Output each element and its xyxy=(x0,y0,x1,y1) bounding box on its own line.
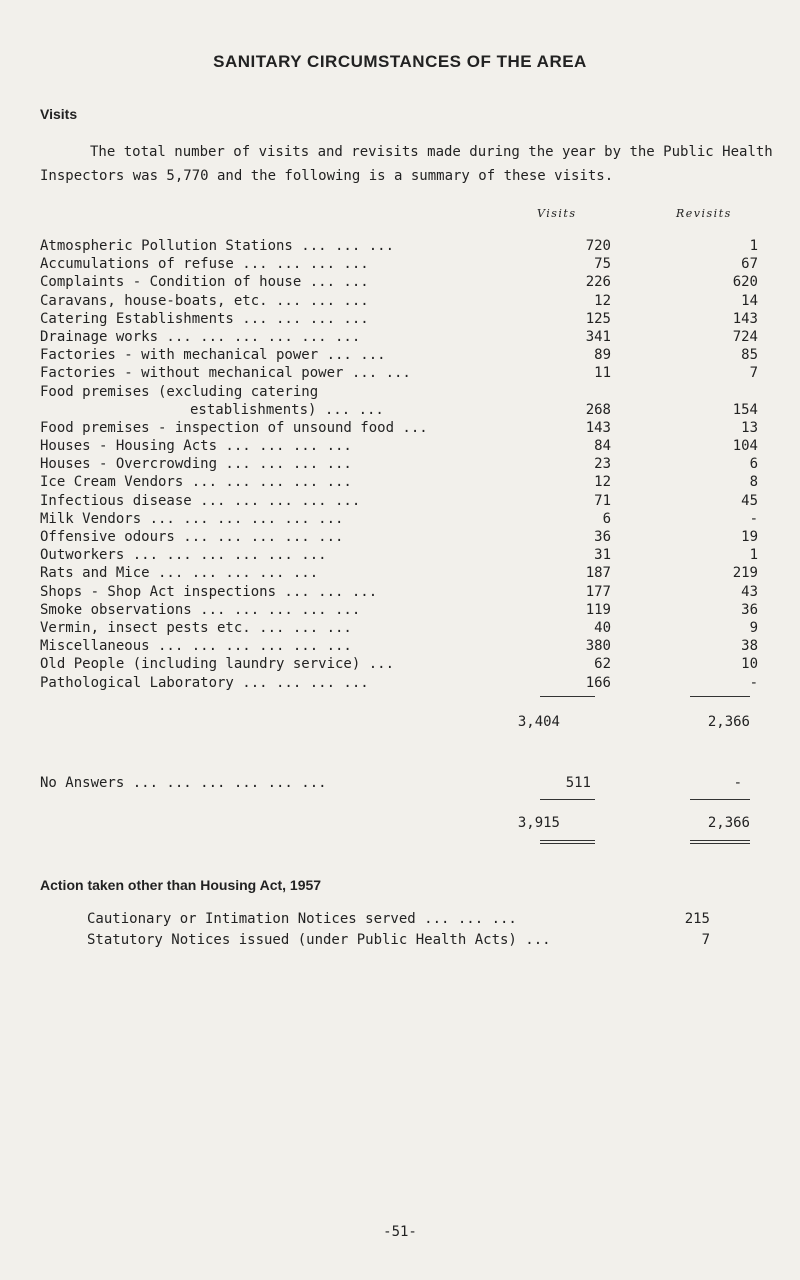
no-answers-revisits: - xyxy=(733,775,742,791)
row-label: Rats and Mice ... ... ... ... ... xyxy=(40,565,319,582)
visits-heading: Visits xyxy=(40,106,78,122)
row-visits: 119 xyxy=(585,601,611,618)
row-visits: 125 xyxy=(585,310,611,327)
row-revisits: 154 xyxy=(732,401,758,418)
table-row xyxy=(40,492,780,510)
row-visits: 6 xyxy=(602,510,611,527)
table-row xyxy=(40,419,780,437)
row-visits: 341 xyxy=(585,328,611,345)
row-revisits: 13 xyxy=(741,419,758,436)
row-visits: 89 xyxy=(594,347,611,364)
row-visits: 380 xyxy=(585,638,611,655)
row-revisits: 9 xyxy=(749,619,758,636)
row-visits: 40 xyxy=(594,619,611,636)
row-label: Infectious disease ... ... ... ... ... xyxy=(40,492,361,509)
row-label: Complaints - Condition of house ... ... xyxy=(40,274,369,291)
row-label: Food premises - inspection of unsound food ... xyxy=(40,419,428,436)
row-revisits: 8 xyxy=(749,474,758,491)
row-revisits: 7 xyxy=(749,365,758,382)
row-revisits: 1 xyxy=(749,238,758,254)
row-visits: 75 xyxy=(594,256,611,273)
row-label: Ice Cream Vendors ... ... ... ... ... xyxy=(40,474,352,491)
visits-column-header: Visits xyxy=(537,207,577,220)
total-double-rule-visits-2 xyxy=(540,843,595,844)
row-visits: 12 xyxy=(594,292,611,309)
table-row xyxy=(40,674,780,692)
row-revisits: 1 xyxy=(749,547,758,564)
row-label: Factories - without mechanical power ... ... xyxy=(40,365,411,382)
action-value: 7 xyxy=(701,932,710,948)
table-row xyxy=(40,401,780,419)
subtotal-visits: 3,404 xyxy=(517,714,560,730)
table-row xyxy=(40,637,780,655)
total-double-rule-revisits-2 xyxy=(690,843,750,844)
row-label: Caravans, house-boats, etc. ... ... ... xyxy=(40,292,369,309)
table-row xyxy=(40,601,780,619)
row-visits: 166 xyxy=(585,674,611,691)
table-row xyxy=(40,346,780,364)
row-visits: 23 xyxy=(594,456,611,473)
total-double-rule-visits-1 xyxy=(540,840,595,841)
total-rule-revisits xyxy=(690,799,750,800)
row-visits: 12 xyxy=(594,474,611,491)
row-label: Old People (including laundry service) ... xyxy=(40,656,395,673)
row-visits: 268 xyxy=(585,401,611,418)
row-label: Vermin, insect pests etc. ... ... ... xyxy=(40,619,352,636)
action-label: Cautionary or Intimation Notices served ... ... ... xyxy=(87,911,517,927)
row-label: Houses - Housing Acts ... ... ... ... xyxy=(40,438,352,455)
row-revisits: - xyxy=(749,674,758,691)
row-label: Catering Establishments ... ... ... ... xyxy=(40,310,369,327)
row-revisits: 219 xyxy=(732,565,758,582)
row-revisits: 43 xyxy=(741,583,758,600)
row-revisits: 85 xyxy=(741,347,758,364)
row-revisits: 104 xyxy=(732,438,758,455)
row-revisits: 10 xyxy=(741,656,758,673)
table-row xyxy=(40,546,780,564)
row-revisits: 6 xyxy=(749,456,758,473)
table-row xyxy=(40,255,780,273)
row-label: Miscellaneous ... ... ... ... ... ... xyxy=(40,638,352,655)
action-value: 215 xyxy=(684,911,710,927)
table-row xyxy=(40,473,780,491)
page-number: -51- xyxy=(383,1224,417,1240)
row-label: Drainage works ... ... ... ... ... ... xyxy=(40,328,361,345)
row-label: Outworkers ... ... ... ... ... ... xyxy=(40,547,327,564)
visits-table xyxy=(40,237,780,692)
total-revisits: 2,366 xyxy=(707,815,750,831)
table-row xyxy=(40,328,780,346)
table-row xyxy=(40,510,780,528)
row-revisits: 620 xyxy=(732,274,758,291)
table-row xyxy=(40,437,780,455)
row-label: Pathological Laboratory ... ... ... ... xyxy=(40,674,369,691)
row-visits: 31 xyxy=(594,547,611,564)
subtotal-revisits: 2,366 xyxy=(707,714,750,730)
row-revisits: 19 xyxy=(741,529,758,545)
table-row xyxy=(40,455,780,473)
subtotal-rule-visits xyxy=(540,696,595,697)
row-visits: 84 xyxy=(594,438,611,455)
total-rule-visits xyxy=(540,799,595,800)
row-label: Shops - Shop Act inspections ... ... ... xyxy=(40,583,378,600)
table-row xyxy=(40,528,780,546)
table-row xyxy=(40,655,780,673)
row-label: Factories - with mechanical power ... ... xyxy=(40,347,386,364)
total-double-rule-revisits-1 xyxy=(690,840,750,841)
row-visits: 11 xyxy=(594,365,611,382)
row-label: Atmospheric Pollution Stations ... ... ... xyxy=(40,238,395,254)
action-heading: Action taken other than Housing Act, 1957 xyxy=(40,877,322,893)
row-label: Offensive odours ... ... ... ... ... xyxy=(40,529,344,545)
row-revisits: 67 xyxy=(741,256,758,273)
row-visits: 226 xyxy=(585,274,611,291)
row-revisits: 45 xyxy=(741,492,758,509)
row-label: Smoke observations ... ... ... ... ... xyxy=(40,601,361,618)
action-label: Statutory Notices issued (under Public Health Acts) ... xyxy=(87,932,551,948)
row-revisits: 724 xyxy=(732,328,758,345)
row-label: Houses - Overcrowding ... ... ... ... xyxy=(40,456,352,473)
row-revisits: 36 xyxy=(741,601,758,618)
row-visits: 177 xyxy=(585,583,611,600)
revisits-column-header: Revisits xyxy=(676,207,732,220)
row-revisits: - xyxy=(749,510,758,527)
table-row xyxy=(40,237,780,255)
table-row xyxy=(40,310,780,328)
table-row xyxy=(40,583,780,601)
subtotal-rule-revisits xyxy=(690,696,750,697)
row-visits: 143 xyxy=(585,419,611,436)
table-row xyxy=(40,292,780,310)
row-visits: 720 xyxy=(585,238,611,254)
row-label: Food premises (excluding catering xyxy=(40,383,319,400)
table-row xyxy=(40,383,780,401)
table-row xyxy=(40,619,780,637)
row-visits: 62 xyxy=(594,656,611,673)
row-visits: 187 xyxy=(585,565,611,582)
row-visits: 36 xyxy=(594,529,611,545)
row-label: Accumulations of refuse ... ... ... ... xyxy=(40,256,369,273)
row-label: establishments) ... ... xyxy=(190,401,384,418)
row-revisits: 38 xyxy=(741,638,758,655)
page-title: SANITARY CIRCUMSTANCES OF THE AREA xyxy=(213,52,587,71)
table-row xyxy=(40,364,780,382)
row-label: Milk Vendors ... ... ... ... ... ... xyxy=(40,510,344,527)
row-revisits: 143 xyxy=(732,310,758,327)
table-row xyxy=(40,273,780,291)
total-visits: 3,915 xyxy=(517,815,560,831)
no-answers-label: No Answers ... ... ... ... ... ... xyxy=(40,775,327,791)
row-revisits: 14 xyxy=(741,292,758,309)
intro-paragraph: The total number of visits and revisits made during the year by the Public Health Inspectors was 5,770 and the following is a summary of these visits. xyxy=(40,144,773,184)
row-visits: 71 xyxy=(594,492,611,509)
no-answers-visits: 511 xyxy=(565,775,591,791)
table-row xyxy=(40,564,780,582)
